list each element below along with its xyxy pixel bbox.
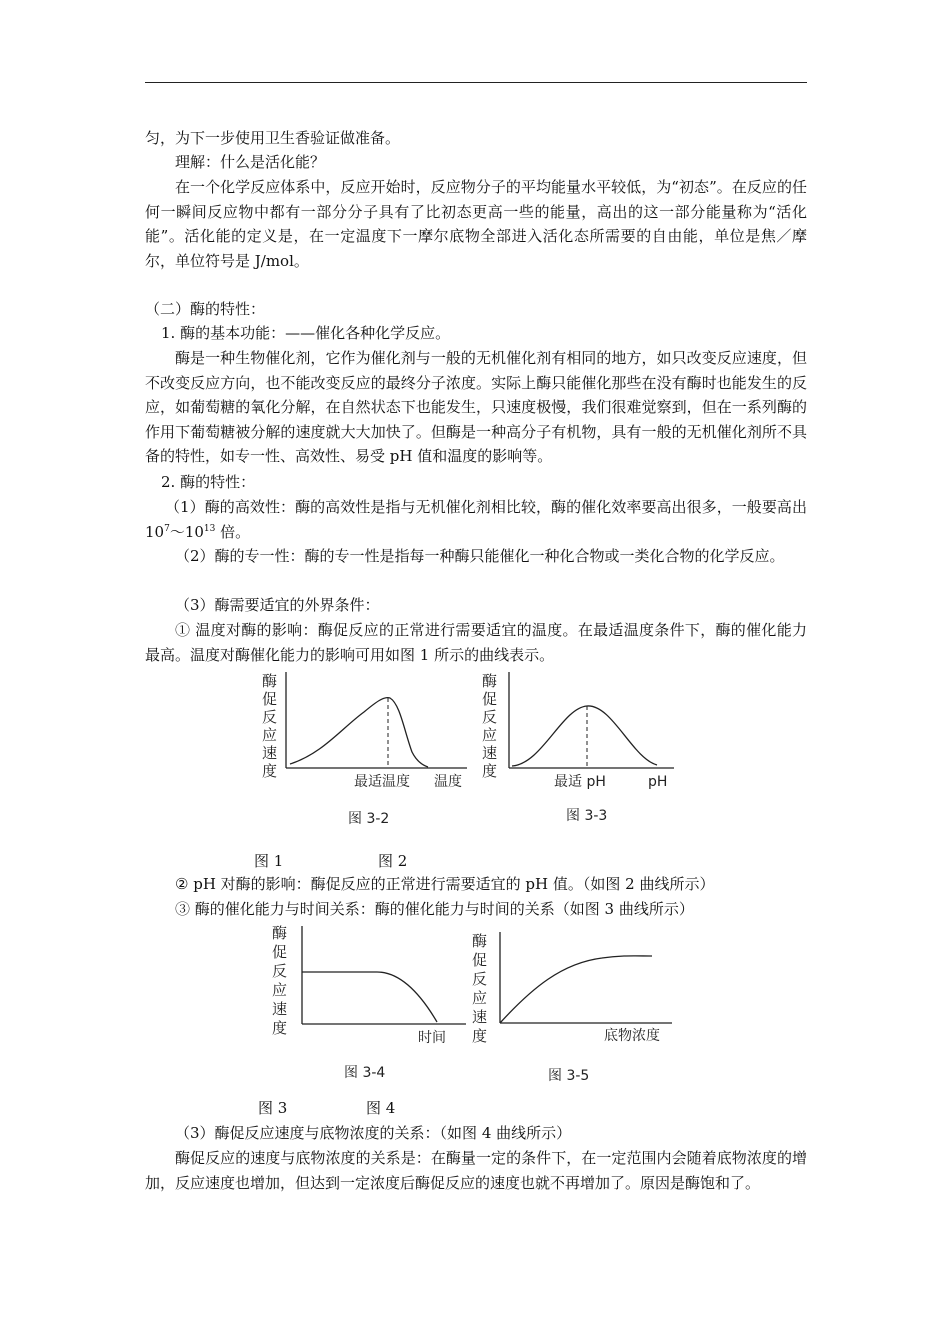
paragraph-activation-energy: 在一个化学反应体系中，反应开始时，反应物分子的平均能量水平较低，为“初态”。在反应的任何一瞬间反应物中都有一部分分子具有了比初态更高一些的能量，高出的这一部分能量称为“活化能”。活化能的定义是，在一定温度下一摩尔底物全部进入活化态所需要的自由能，单位是焦／摩尔，单位符号是 J/mol。 [145, 178, 807, 270]
y-label-char: 度 [272, 1019, 288, 1037]
y-axis-label [482, 672, 497, 780]
paragraph-substrate-relation: 酶促反应的速度与底物浓度的关系是：在酶量一定的条件下，在一定范围内会随着底物浓度的增加，反应速度也增加，但达到一定浓度后酶促反应的速度也就不再增加了。原因是酶饱和了。 [145, 1149, 807, 1192]
section-heading-enzyme-properties: （二）酶的特性： [145, 300, 266, 318]
y-label-char: 速 [482, 744, 498, 762]
ph-curve [512, 706, 657, 766]
paragraph-specificity: （2）酶的专一性：酶的专一性是指每一种酶只能催化一种化合物或一类化合物的化学反应。 [175, 547, 785, 565]
figure-3-4-time-curve [272, 920, 472, 1088]
figure-3-3-ph-curve [482, 668, 682, 840]
y-label-char: 促 [262, 690, 278, 708]
y-label-char: 度 [472, 1027, 488, 1045]
y-label-char: 反 [272, 962, 288, 980]
paragraph-continuation: 匀，为下一步使用卫生香验证做准备。 [145, 129, 401, 147]
paragraph-ph: ② pH 对酶的影响：酶促反应的正常进行需要适宜的 pH 值。（如图 2 曲线所示） [175, 875, 715, 893]
caption-figure-3: 图 3 [258, 1099, 288, 1117]
y-label-char: 速 [472, 1008, 488, 1026]
x-axis-label: 时间 [418, 1030, 446, 1046]
paragraph-substrate-heading: （3）酶促反应速度与底物浓度的关系：（如图 4 曲线所示） [175, 1124, 572, 1142]
header-rule [145, 82, 807, 83]
paragraph-question: 理解：什么是活化能？ [175, 153, 326, 171]
y-label-char: 酶 [482, 672, 498, 690]
temperature-curve [290, 698, 428, 767]
x-axis-label: 底物浓度 [604, 1028, 660, 1044]
y-label-char: 反 [262, 708, 278, 726]
y-label-char: 酶 [272, 924, 288, 942]
figure-label: 图 3-5 [548, 1068, 590, 1084]
substrate-curve [500, 956, 652, 1023]
y-label-char: 反 [482, 708, 498, 726]
y-label-char: 应 [482, 726, 498, 744]
figure-label: 图 3-4 [344, 1065, 386, 1081]
y-label-char: 度 [262, 762, 278, 780]
figure-3-5-substrate-curve [472, 928, 682, 1090]
y-label-char: 速 [262, 744, 278, 762]
x-axis-label: 温度 [434, 774, 462, 790]
y-label-char: 促 [472, 951, 488, 969]
paragraph-properties: 2. 酶的特性： [161, 473, 256, 491]
x-axis-label: pH [648, 774, 668, 790]
time-curve [302, 972, 437, 1022]
y-label-char: 反 [472, 970, 488, 988]
caption-figure-4: 图 4 [366, 1099, 396, 1117]
paragraph-basic-function: 1. 酶的基本功能：——催化各种化学反应。 [161, 324, 451, 342]
paragraph-high-efficiency: （1）酶的高效性：酶的高效性是指与无机催化剂相比较，酶的催化效率要高出很多，一般要高出 $10^7\sim 10^{13}$ 倍。 [145, 498, 807, 541]
y-label-char: 应 [272, 981, 288, 999]
y-label-char: 酶 [472, 932, 488, 950]
y-label-char: 促 [272, 943, 288, 961]
paragraph-biocatalyst: 酶是一种生物催化剂，它作为催化剂与一般的无机催化剂有相同的地方，如只改变反应速度，但不改变反应方向，也不能改变反应的最终分子浓度。实际上酶只能催化那些在没有酶时也能发生的反应，如葡萄糖的氧化分解，在自然状态下也能发生，只速度极慢，我们很难觉察到，但在一系列酶的作用下葡萄糖被分解的速度就大大加快了。但酶是一种高分子有机物，具有一般的无机催化剂所不具备的特性，如专一性、高效性、易受 pH 值和温度的影响等。 [145, 349, 807, 465]
y-label-char: 速 [272, 1000, 288, 1018]
y-label-char: 应 [262, 726, 278, 744]
figure-label: 图 3-3 [566, 808, 608, 824]
y-axis-label [262, 672, 277, 780]
y-label-char: 度 [482, 762, 498, 780]
tick-label-optimum: 最适温度 [354, 774, 410, 790]
y-axis-label [272, 924, 287, 1037]
paragraph-temperature: ① 温度对酶的影响：酶促反应的正常进行需要适宜的温度。在最适温度条件下，酶的催化能力最高。温度对酶催化能力的影响可用如图 1 所示的曲线表示。 [145, 621, 807, 664]
caption-figure-1: 图 1 [254, 852, 284, 870]
tick-label-optimum: 最适 pH [554, 774, 606, 790]
paragraph-time: ③ 酶的催化能力与时间关系：酶的催化能力与时间的关系（如图 3 曲线所示） [175, 900, 694, 918]
y-label-char: 酶 [262, 672, 278, 690]
y-label-char: 应 [472, 989, 488, 1007]
y-axis-label [472, 932, 487, 1045]
caption-figure-2: 图 2 [378, 852, 408, 870]
figure-label: 图 3-2 [348, 811, 390, 827]
paragraph-conditions: （3）酶需要适宜的外界条件： [175, 596, 380, 614]
y-label-char: 促 [482, 690, 498, 708]
figure-3-2-temperature-curve [262, 668, 474, 840]
